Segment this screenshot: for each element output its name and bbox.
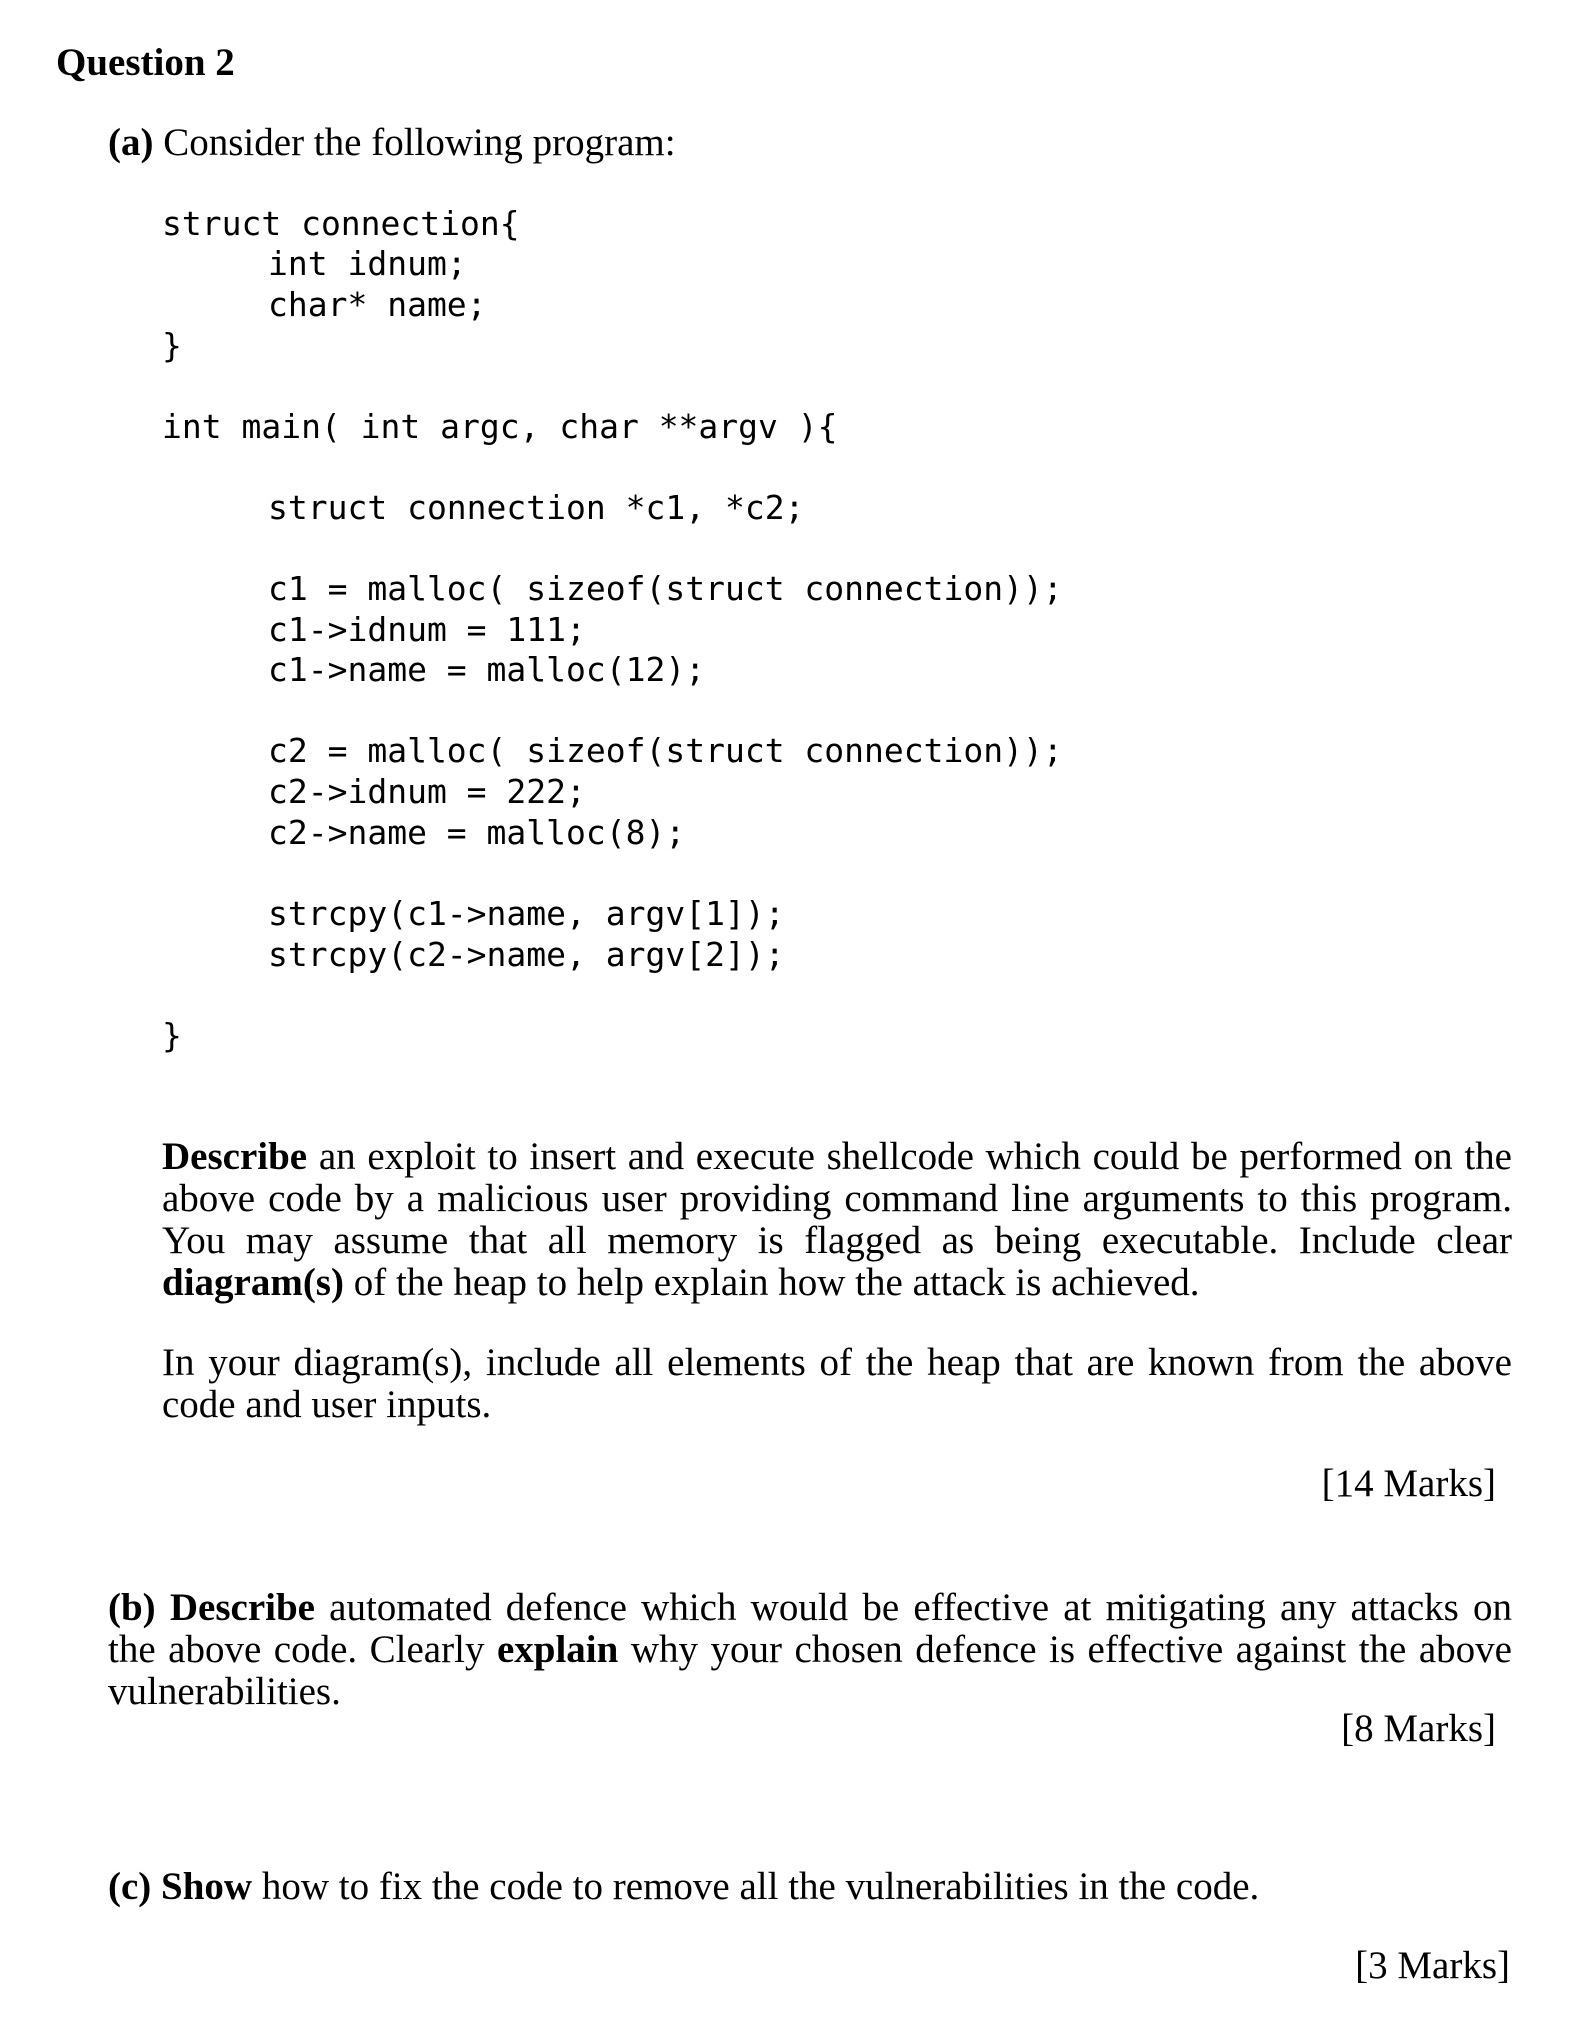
code-line: struct connection{ [162, 204, 520, 243]
code-line: c1->name = malloc(12); [268, 650, 706, 689]
code-line: int main( int argc, char **argv ){ [162, 407, 838, 446]
task-verb-describe: Describe [162, 1135, 308, 1178]
part-c-label: (c) [108, 1865, 152, 1908]
part-b-label: (b) [108, 1586, 156, 1629]
part-c-marks: [3 Marks] [1355, 1944, 1510, 1987]
part-a-note: In your diagram(s), include all elements of the heap that are known from the above code and user inputs. [162, 1341, 1512, 1426]
part-c-question [108, 1866, 1259, 1908]
code-line: struct connection *c1, *c2; [268, 488, 805, 527]
code-line: c1 = malloc( sizeof(struct connection)); [268, 569, 1063, 608]
code-line: } [162, 1016, 182, 1055]
part-b-text: automated defence which would be effective at mitigating any attacks on the above code. Clearly [108, 1586, 1512, 1671]
part-c-verb-show: Show [161, 1865, 253, 1908]
part-a-label: (a) [108, 121, 154, 164]
code-line: char* name; [268, 285, 487, 324]
part-a-heading [108, 122, 676, 164]
question-title: Question 2 [56, 41, 235, 84]
part-c-text: how to fix the code to remove all the vulnerabilities in the code. [252, 1865, 1260, 1908]
code-line: c2->idnum = 222; [268, 772, 586, 811]
part-b-verb-describe: Describe [169, 1586, 315, 1629]
code-line: c1->idnum = 111; [268, 610, 586, 649]
part-b-keyword-explain: explain [496, 1628, 619, 1671]
code-line: strcpy(c1->name, argv[1]); [268, 894, 785, 933]
part-b-question [108, 1587, 1512, 1713]
code-line: strcpy(c2->name, argv[2]); [268, 935, 785, 974]
code-line: int idnum; [268, 244, 467, 283]
code-line: } [162, 326, 182, 365]
part-b-marks: [8 Marks] [1341, 1707, 1496, 1750]
part-a-intro: Consider the following program: [163, 121, 676, 164]
part-b-text: why your chosen defence is effective against the above vulnerabilities. [108, 1628, 1512, 1713]
task-keyword-diagrams: diagram(s) [162, 1261, 344, 1304]
task-text: of the heap to help explain how the attack is achieved. [343, 1261, 1200, 1304]
part-a-marks: [14 Marks] [1321, 1462, 1496, 1505]
task-text: an exploit to insert and execute shellcode which could be performed on the above code by a malicious user providing command line arguments to this program. You may assume that all memory is flagged as being executable. Include clear [162, 1135, 1512, 1262]
code-line: c2 = malloc( sizeof(struct connection)); [268, 731, 1063, 770]
code-line: c2->name = malloc(8); [268, 813, 686, 852]
part-a-task [162, 1136, 1512, 1304]
